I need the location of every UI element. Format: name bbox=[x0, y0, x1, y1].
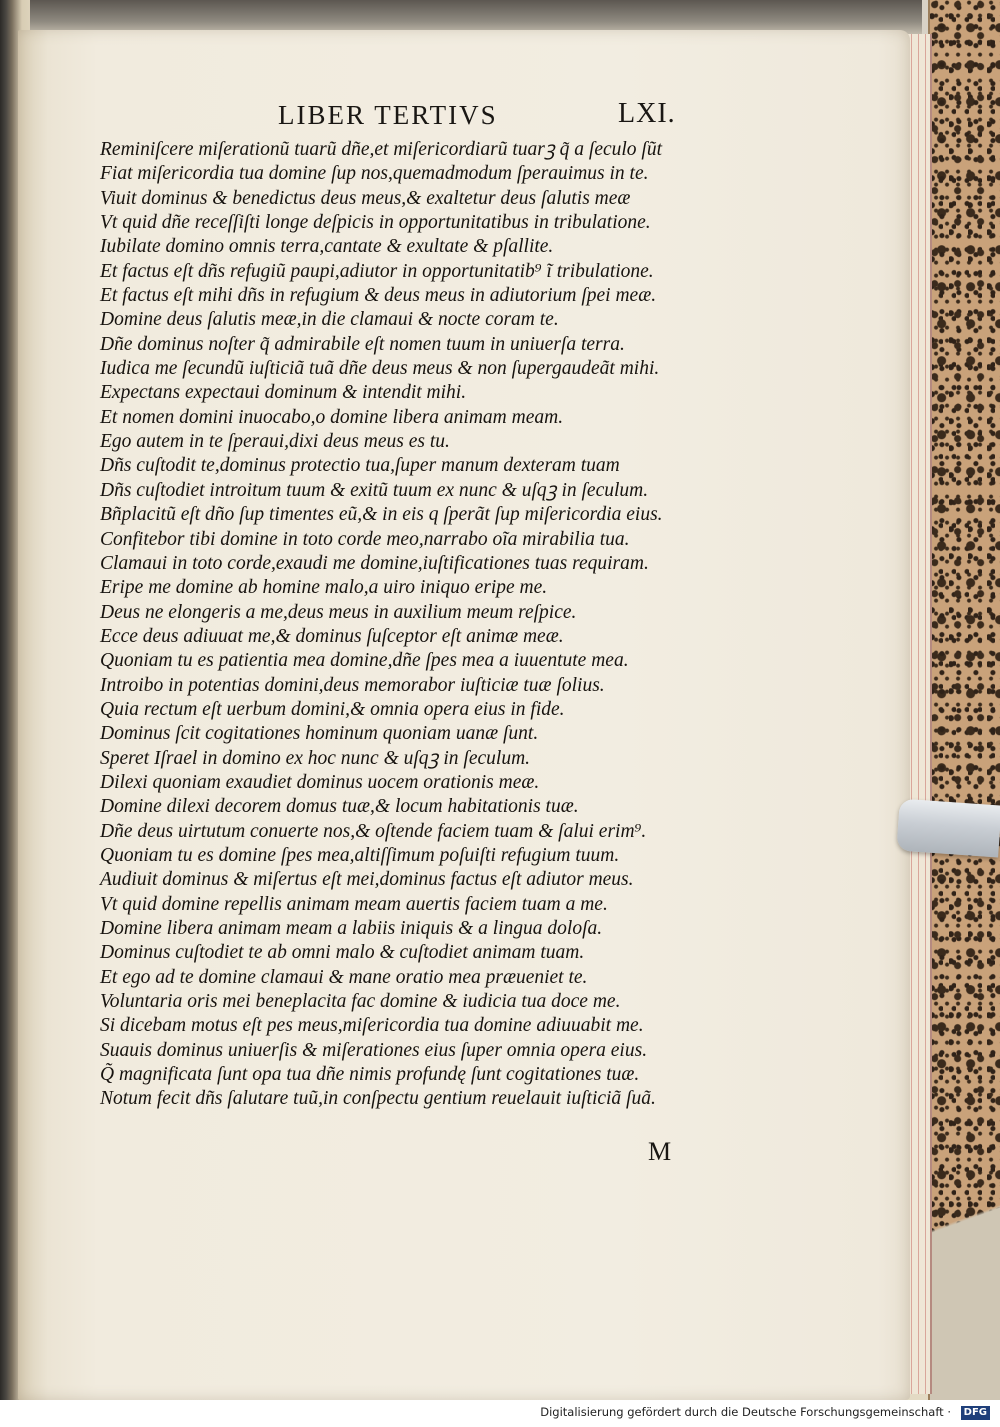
text-line: Dñe deus uirtutum conuerte nos,& oſtende faciem tuam & ſalui erim⁹. bbox=[100, 820, 647, 842]
psalm-verse-list bbox=[100, 138, 725, 1112]
text-line: Domine dilexi decorem domus tuæ,& locum habitationis tuæ. bbox=[100, 796, 579, 818]
text-line: Viuit dominus & benedictus deus meus,& exaltetur deus ſalutis meæ bbox=[100, 187, 631, 209]
text-line: Si dicebam motus eſt pes meus,miſericordia tua domine adiuuabit me. bbox=[100, 1015, 644, 1037]
signature-mark: M bbox=[648, 1137, 672, 1166]
text-line: Et factus eſt mihi dñs in refugium & deus meus in adiutorium ſpei meæ. bbox=[100, 285, 657, 307]
text-line: Dñs cuſtodiet introitum tuum & exitũ tuum ex nunc & uſqꝫ in ſeculum. bbox=[100, 479, 649, 501]
page-header bbox=[278, 100, 698, 140]
text-line: Audiuit dominus & miſertus eſt mei,dominus factus eſt adiutor meus. bbox=[100, 869, 634, 891]
text-line: Quia rectum eſt uerbum domini,& omnia opera eius in fide. bbox=[100, 698, 565, 720]
text-line: Dominus ſcit cogitationes hominum quoniam uanæ ſunt. bbox=[100, 723, 539, 745]
text-line: Dilexi quoniam exaudiet dominus uocem orationis meæ. bbox=[100, 771, 540, 793]
text-line: Quoniam tu es domine ſpes mea,altiſſimum poſuiſti refugium tuum. bbox=[100, 844, 620, 866]
text-line: Ecce deus adiuuat me,& dominus ſuſceptor eſt animæ meæ. bbox=[100, 625, 564, 647]
text-line: Fiat miſericordia tua domine ſup nos,quemadmodum ſperauimus in te. bbox=[100, 163, 649, 185]
binding-board-corner bbox=[930, 1100, 1000, 1400]
text-line: Dñs cuſtodit te,dominus protectio tua,ſuper manum dexteram tuam bbox=[100, 455, 620, 477]
dfg-logo[interactable]: DFG bbox=[961, 1406, 990, 1420]
text-line: Expectans expectaui dominum & intendit mihi. bbox=[100, 382, 467, 404]
text-line: Confitebor tibi domine in toto corde meo,narrabo oĩa mirabilia tua. bbox=[100, 528, 630, 550]
text-line: Q̃ magnificata ſunt opa tua dñe nimis profundę ſunt cogitationes tuæ. bbox=[100, 1064, 640, 1086]
text-line: Dñe dominus noſter q̃ admirabile eſt nomen tuum in uniuerſa terra. bbox=[100, 333, 625, 355]
text-line: Bñplacitũ eſt dño ſup timentes eũ,& in eis q ſperãt ſup miſericordia eius. bbox=[100, 504, 663, 526]
text-line: Iudica me ſecundũ iuſticiã tuã dñe deus meus & non ſupergaudeãt mihi. bbox=[100, 358, 660, 380]
text-line: Suauis dominus uniuerſis & miſerationes eius ſuper omnia opera eius. bbox=[100, 1039, 648, 1061]
text-line: Domine deus ſalutis meæ,in die clamaui & nocte coram te. bbox=[100, 309, 559, 331]
text-line: Quoniam tu es patientia mea domine,dñe ſpes mea a iuuentute mea. bbox=[100, 650, 629, 672]
text-line: Ego autem in te ſperaui,dixi deus meus es tu. bbox=[100, 431, 450, 453]
text-line: Domine libera animam meam a labiis iniquis & a lingua doloſa. bbox=[100, 918, 603, 939]
text-line: Et nomen domini inuocabo,o domine libera animam meam. bbox=[100, 406, 564, 428]
running-title: LIBER TERTIVS bbox=[278, 100, 498, 130]
text-line: Clamaui in toto corde,exaudi me domine,iuſtificationes tuas requiram. bbox=[100, 552, 649, 574]
text-line: Dominus cuſtodiet te ab omni malo & cuſtodiet animam tuam. bbox=[100, 942, 585, 964]
text-line: Notum fecit dñs ſalutare tuũ,in conſpectu gentium reuelauit iuſticiã ſuã. bbox=[100, 1088, 656, 1110]
text-line: Eripe me domine ab homine malo,a uiro iniquo eripe me. bbox=[100, 577, 548, 599]
digitization-credit bbox=[540, 1405, 990, 1420]
text-line: Et ego ad te domine clamaui & mane oratio mea præueniet te. bbox=[100, 966, 588, 988]
text-line: Voluntaria oris mei beneplacita fac domine & iudicia tua doce me. bbox=[100, 991, 621, 1013]
text-line: Reminiſcere miſerationũ tuarũ dñe,et miſericordiarũ tuarꝫ q̃ a ſeculo ſũt bbox=[100, 139, 663, 160]
text-line: Iubilate domino omnis terra,cantate & exultate & pſallite. bbox=[100, 236, 554, 258]
credit-text: Digitalisierung gefördert durch die Deutsche Forschungsgemeinschaft · bbox=[540, 1405, 951, 1419]
bookmark-tab bbox=[896, 799, 1000, 858]
text-line: Vt quid dñe receſſiſti longe deſpicis in opportunitatibus in tribulatione. bbox=[100, 212, 651, 234]
text-line: Et factus eſt dñs refugiũ paupi,adiutor in opportunitatib⁹ ĩ tribulatione. bbox=[100, 260, 654, 282]
text-line: Introibo in potentias domini,deus memorabor iuſticiæ tuæ ſolius. bbox=[100, 674, 605, 696]
folio-number: LXI. bbox=[618, 98, 676, 129]
text-line: Vt quid domine repellis animam meam auertis faciem tuam a me. bbox=[100, 893, 608, 915]
text-line: Deus ne elongeris a me,deus meus in auxilium meum reſpice. bbox=[100, 601, 577, 623]
text-line: Speret Iſrael in domino ex hoc nunc & uſqꝫ in ſeculum. bbox=[100, 747, 531, 769]
